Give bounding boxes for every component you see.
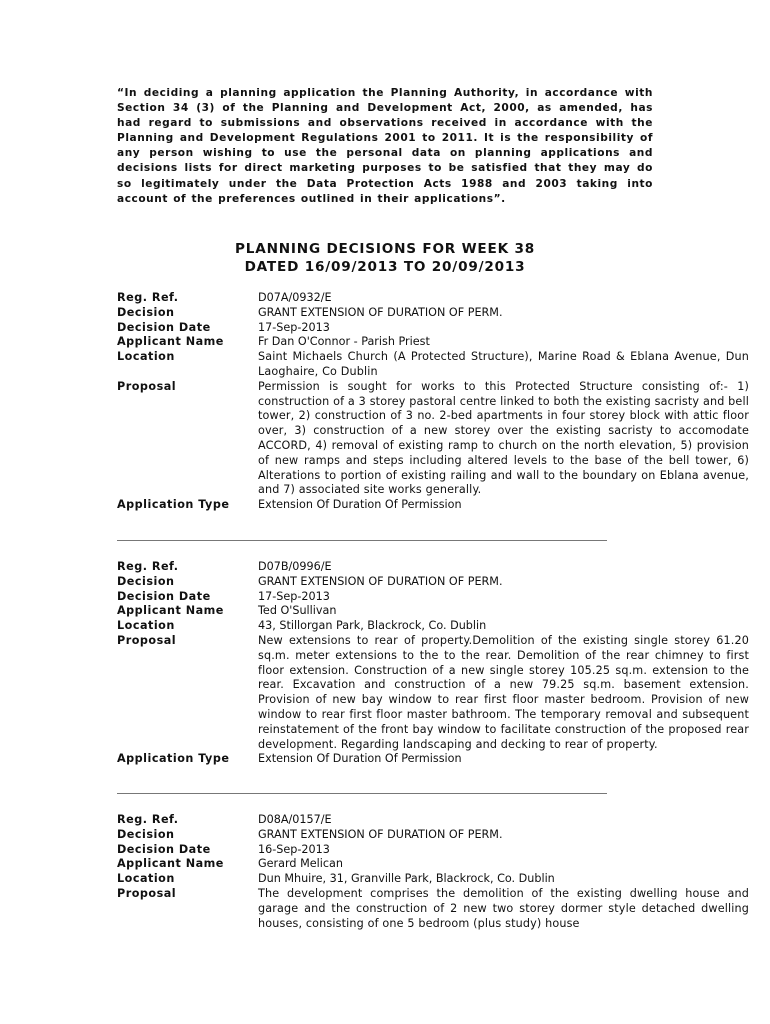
field-proposal [117, 887, 753, 931]
proposal-label: Proposal [117, 633, 177, 647]
applicant-name-label: Applicant Name [117, 857, 224, 871]
field-decision-date [117, 843, 753, 858]
applicant-name-value: Ted O'Sullivan [258, 604, 337, 618]
reg-ref-value: D07B/0996/E [258, 560, 332, 573]
decision-record [117, 560, 753, 767]
application-type-value: Extension Of Duration Of Permission [258, 498, 462, 512]
location-value: Dun Mhuire, 31, Granville Park, Blackrock, Co. Dublin [258, 872, 555, 886]
decision-label: Decision [117, 574, 175, 588]
reg-ref-value: D08A/0157/E [258, 813, 332, 826]
applicant-name-label: Applicant Name [117, 604, 224, 618]
field-decision-date [117, 321, 753, 336]
proposal-label: Proposal [117, 886, 177, 900]
reg-ref-label: Reg. Ref. [117, 813, 179, 826]
applicant-name-value: Fr Dan O'Connor - Parish Priest [258, 335, 430, 349]
field-reg-ref [117, 560, 753, 575]
field-applicant-name [117, 857, 753, 872]
decision-record [117, 813, 753, 931]
field-location [117, 619, 753, 634]
record-divider [117, 540, 607, 541]
proposal-value: Permission is sought for works to this Protected Structure consisting of:- 1) construction of a 3 storey pastoral centre linked to both the existing sacristy and bell tower, 2) construction of 3 no. 2-bed apartments in four storey block with attic floor over, 3) construction of a new storey over the existing sacristy to accomodate ACCORD, 4) removal of existing ramp to church on the north elevation, 5) provision of new ramps and steps including altered levels to the base of the bell tower, 6) Alterations to portion of existing railing and wall to the boundary on Eblana avenue, and 7) associated site works generally. [258, 379, 749, 497]
field-application-type [117, 498, 753, 513]
decision-label: Decision [117, 827, 175, 841]
decision-date-value: 16-Sep-2013 [258, 842, 330, 856]
decision-date-label: Decision Date [117, 842, 211, 856]
decision-date-value: 17-Sep-2013 [258, 589, 330, 603]
data-protection-disclaimer: “In deciding a planning application the Planning Authority, in accordance with Section 34 (3) of the Planning and Development Act, 2000, as amended, has had regard to submissions and observations received in accordance with the Planning and Development Regulations 2001 to 2011. It is the responsibility of any person wishing to use the personal data on planning applications and decisions lists for direct marketing purposes to be satisfied that they may do so legitimately under the Data Protection Acts 1988 and 2003 taking into account of the preferences outlined in their applications”. [117, 87, 653, 205]
field-decision [117, 828, 753, 843]
field-proposal [117, 380, 753, 498]
record-divider [117, 793, 607, 794]
decision-record [117, 291, 753, 513]
field-application-type [117, 752, 753, 767]
reg-ref-label: Reg. Ref. [117, 560, 179, 573]
reg-ref-value: D07A/0932/E [258, 291, 332, 304]
location-value: Saint Michaels Church (A Protected Structure), Marine Road & Eblana Avenue, Dun Laoghaire, Co Dublin [258, 350, 749, 378]
application-type-label: Application Type [117, 498, 230, 512]
applicant-name-value: Gerard Melican [258, 857, 343, 871]
location-label: Location [117, 872, 175, 886]
decision-date-value: 17-Sep-2013 [258, 320, 330, 334]
decision-date-label: Decision Date [117, 589, 211, 603]
proposal-value: New extensions to rear of property.Demolition of the existing single storey 61.20 sq.m. meter extensions to the to the rear. Demolition of the rear chimney to first floor extension. Construction of a new single storey 105.25 sq.m. extension to the rear. Excavation and construction of a new 79.25 sq.m. basement extension. Provision of new bay window to rear first floor master bedroom. Provision of new window to rear first floor master bathroom. The temporary removal and subsequent reinstatement of the front bay window to facilitate construction of the proposed rear development. Regarding landscaping and decking to rear of property. [258, 633, 749, 751]
proposal-label: Proposal [117, 379, 177, 393]
field-proposal [117, 634, 753, 752]
page-title: PLANNING DECISIONS FOR WEEK 38 [235, 241, 535, 257]
field-decision-date [117, 590, 753, 605]
application-type-value: Extension Of Duration Of Permission [258, 752, 462, 766]
page-subtitle-dates: DATED 16/09/2013 TO 20/09/2013 [244, 259, 526, 275]
proposal-value: The development comprises the demolition of the existing dwelling house and garage and the construction of 2 new two storey dormer style detached dwelling houses, consisting of one 5 bedroom (plus study) house [258, 886, 749, 930]
decision-date-label: Decision Date [117, 320, 211, 334]
field-applicant-name [117, 335, 753, 350]
field-reg-ref [117, 291, 753, 306]
reg-ref-label: Reg. Ref. [117, 291, 179, 304]
decision-value: GRANT EXTENSION OF DURATION OF PERM. [258, 827, 503, 841]
applicant-name-label: Applicant Name [117, 335, 224, 349]
field-location [117, 350, 753, 380]
application-type-label: Application Type [117, 752, 230, 766]
location-label: Location [117, 350, 175, 364]
decision-value: GRANT EXTENSION OF DURATION OF PERM. [258, 305, 503, 319]
decision-value: GRANT EXTENSION OF DURATION OF PERM. [258, 574, 503, 588]
field-reg-ref [117, 813, 753, 828]
location-label: Location [117, 619, 175, 633]
field-decision [117, 575, 753, 590]
field-location [117, 872, 753, 887]
decision-label: Decision [117, 305, 175, 319]
field-applicant-name [117, 604, 753, 619]
location-value: 43, Stillorgan Park, Blackrock, Co. Dublin [258, 619, 487, 633]
field-decision [117, 306, 753, 321]
